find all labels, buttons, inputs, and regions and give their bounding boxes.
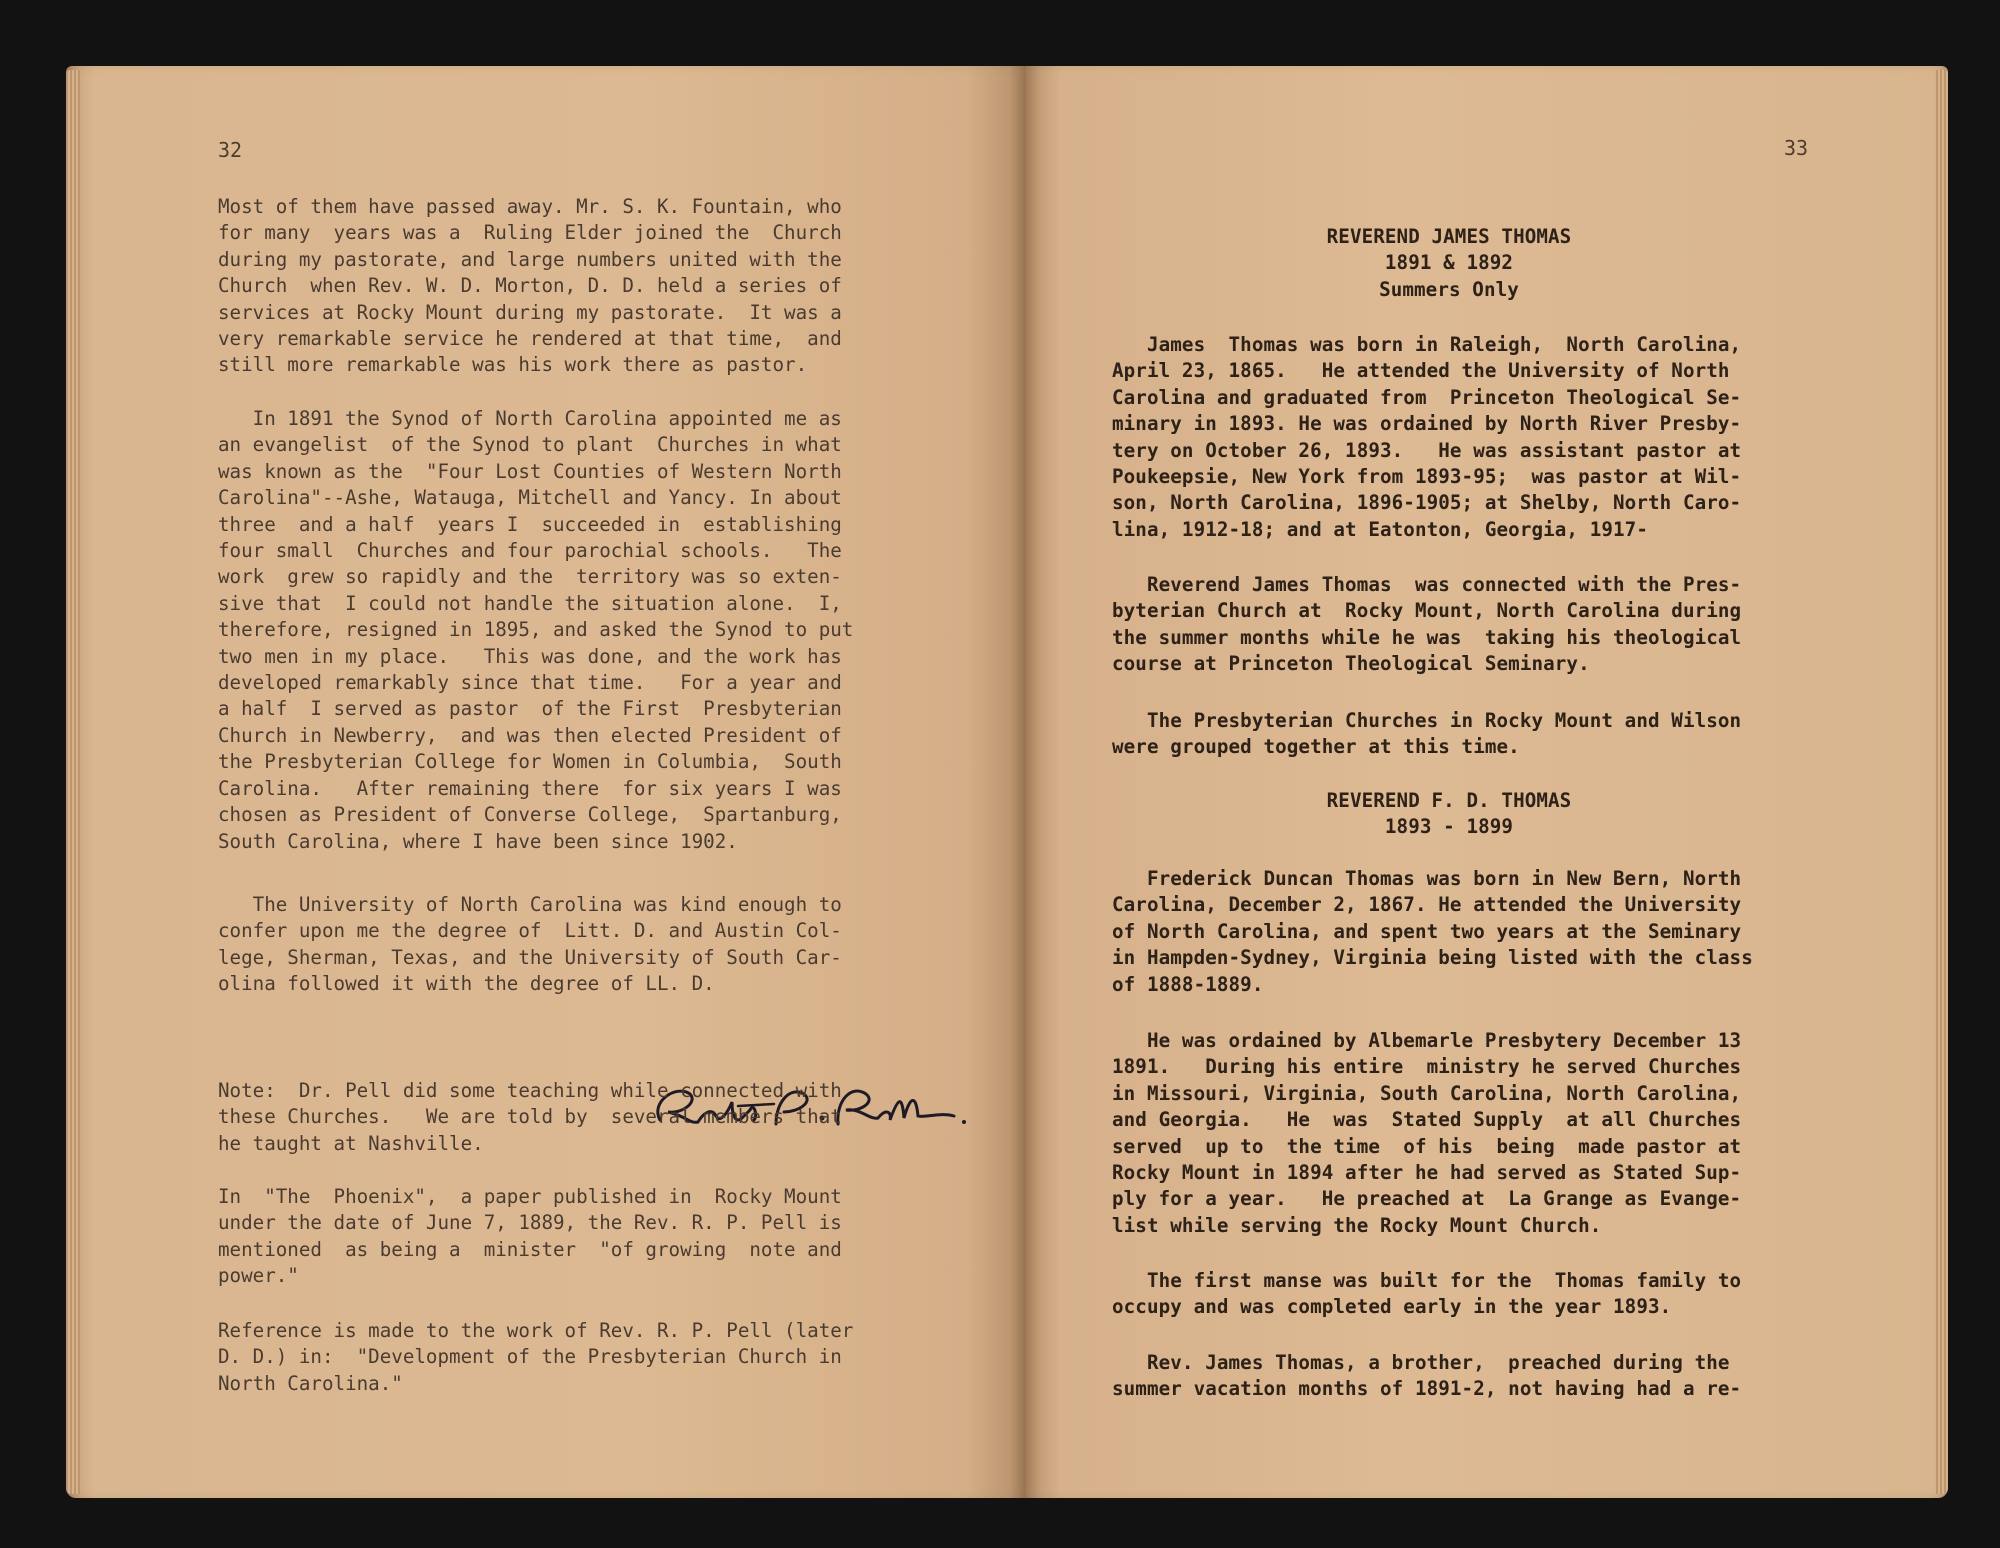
page-number-left: 32 [218, 138, 243, 162]
left-paragraph-3: The University of North Carolina was kind enough to confer upon me the degree of Litt. D. and Austin Col- lege, Sherman, Texas, and the University of South Car- olina followed it with the degree of LL. D. [218, 893, 842, 996]
page-number-right: 33 [1784, 136, 1809, 160]
right-paragraph-7: Rev. James Thomas, a brother, preached during the summer vacation months of 1891-2, not having had a re- [1112, 1351, 1742, 1401]
book-gutter [1010, 66, 1040, 1498]
left-page-edges [66, 70, 80, 1494]
right-paragraph-1: James Thomas was born in Raleigh, North Carolina, April 23, 1865. He attended the University of North Carolina and graduated from Princeton Theological Se- minary in 1893. He was ordained by North River Presby- tery on October 26, 1893. He was assistant pastor at Poukeepsie, New York from 1893-95; was pastor at Wil- son, North Carolina, 1896-1905; at Shelby, North Caro- lina, 1912-18; and at Eatonton, Georgia, 1917- [1112, 333, 1742, 541]
left-note: Note: Dr. Pell did some teaching while connected with these Churches. We are told by several members that he taught at Nashville. [218, 1079, 842, 1155]
right-paragraph-4: Frederick Duncan Thomas was born in New Bern, North Carolina, December 2, 1867. He attended the University of North Carolina, and spent two years at the Seminary in Hampden-Sydney, Virginia being listed with the class of 1888-1889. [1112, 867, 1753, 996]
heading-fd-thomas: REVEREND F. D. THOMAS 1893 - 1899 [1326, 789, 1572, 839]
left-phoenix-paragraph: In "The Phoenix", a paper published in Rocky Mount under the date of June 7, 1889, the Rev. R. P. Pell is mentioned as being a minister "of growing note and power." [218, 1185, 842, 1288]
left-reference-paragraph: Reference is made to the work of Rev. R. P. Pell (later D. D.) in: "Development of the Presbyterian Church in North Carolina." [218, 1319, 854, 1395]
right-page-edges [1934, 70, 1948, 1494]
left-paragraph-1: Most of them have passed away. Mr. S. K. Fountain, who for many years was a Ruling Elder joined the Church during my pastorate, and large numbers united with the Church when Rev. W. D. Morton, D. D. held a series of services at Rocky Mount during my pastorate. It was a very remarkable service he rendered at that time, and still more remarkable was his work there as pastor. [218, 195, 842, 377]
right-paragraph-3: The Presbyterian Churches in Rocky Mount and Wilson were grouped together at this time. [1112, 709, 1742, 759]
left-paragraph-2: In 1891 the Synod of North Carolina appointed me as an evangelist of the Synod to plant Churches in what was known as the "Four Lost Counties of Western North Carolina"--Ashe, Watauga, Mitchell and Yancy. In about three and a half years I succeeded in establishing four small Churches and four parochial schools. The work grew so rapidly and the territory was so exten- sive that I could not handle the situation alone. I, therefore, resigned in 1895, and asked the Synod to put two men in my place. This was done, and the work has developed remarkably since that time. For a year and a half I served as pastor of the First Presbyterian Church in Newberry, and was then elected President of the Presbyterian College for Women in Columbia, South Carolina. After remaining there for six years I was chosen as President of Converse College, Spartanburg, South Carolina, where I have been since 1902. [218, 407, 854, 853]
right-paragraph-6: The first manse was built for the Thomas family to occupy and was completed early in the year 1893. [1112, 1269, 1742, 1319]
right-paragraph-2: Reverend James Thomas was connected with the Pres- byterian Church at Rocky Mount, North Carolina during the summer months while he was taking his theological course at Princeton Theological Seminary. [1112, 573, 1742, 676]
open-book [66, 66, 1948, 1498]
heading-james-thomas: REVEREND JAMES THOMAS 1891 & 1892 Summers Only [1326, 225, 1572, 301]
right-paragraph-5: He was ordained by Albemarle Presbytery December 13 1891. During his entire ministry he served Churches in Missouri, Virginia, South Carolina, North Carolina, and Georgia. He was Stated Supply at all Churches served up to the time of his being made pastor at Rocky Mount in 1894 after he had served as Stated Sup- ply for a year. He preached at La Grange as Evange- list while serving the Rocky Mount Church. [1112, 1029, 1742, 1237]
